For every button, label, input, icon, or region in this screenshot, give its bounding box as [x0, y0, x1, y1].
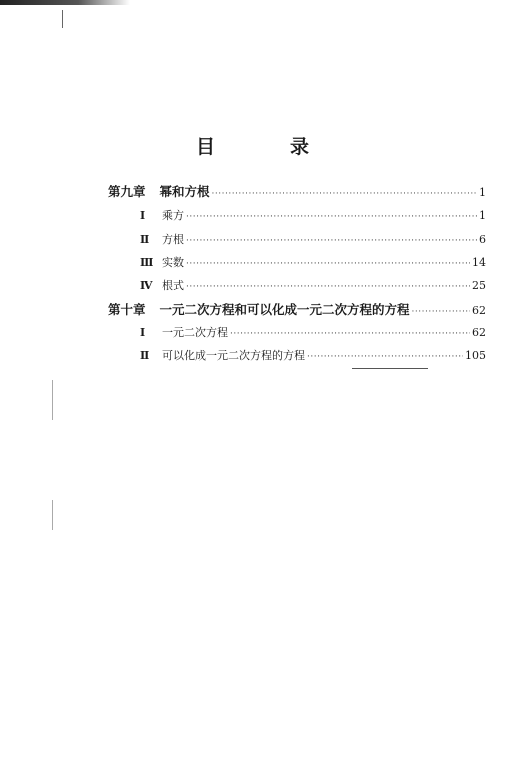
- dot-leader: [186, 212, 477, 222]
- section-title: 实数: [162, 256, 184, 269]
- toc-section[interactable]: [140, 207, 486, 223]
- page-number: 105: [465, 349, 486, 362]
- dot-leader: [186, 282, 470, 292]
- page-number: 1: [479, 209, 486, 222]
- dot-leader: [412, 307, 470, 317]
- section-number: Ⅱ: [140, 349, 150, 362]
- dot-leader: [186, 259, 470, 269]
- page-number: 14: [472, 256, 486, 269]
- chapter-number: 第九章: [108, 184, 146, 199]
- toc-section[interactable]: [140, 277, 486, 293]
- scan-speckle: [52, 380, 53, 420]
- page-number: 1: [479, 186, 486, 199]
- dot-leader: [307, 352, 463, 362]
- section-number: Ⅰ: [140, 209, 146, 222]
- section-title: 根式: [162, 279, 184, 292]
- section-number: Ⅲ: [140, 256, 154, 269]
- dot-leader: [186, 236, 477, 246]
- toc-section[interactable]: [140, 324, 486, 340]
- section-number: Ⅳ: [140, 279, 153, 292]
- toc-section[interactable]: [140, 231, 486, 247]
- chapter-title: 幂和方根: [159, 184, 210, 199]
- section-title: 乘方: [162, 209, 184, 222]
- section-title: 一元二次方程: [162, 326, 228, 339]
- end-rule: [352, 368, 428, 369]
- toc-title: 目 录: [195, 136, 337, 158]
- toc-chapter-9[interactable]: [108, 182, 486, 200]
- scan-mark: [62, 10, 63, 28]
- page-number: 62: [472, 326, 486, 339]
- chapter-title: 一元二次方程和可以化成一元二次方程的方程: [159, 302, 410, 317]
- page-number: 6: [479, 233, 486, 246]
- scan-speckle: [52, 500, 53, 530]
- chapter-number: 第十章: [108, 302, 146, 317]
- dot-leader: [212, 189, 477, 199]
- section-number: Ⅱ: [140, 233, 150, 246]
- page-number: 62: [472, 304, 486, 317]
- toc-chapter-10[interactable]: [108, 300, 486, 318]
- page-number: 25: [472, 279, 486, 292]
- dot-leader: [230, 329, 470, 339]
- section-title: 可以化成一元二次方程的方程: [162, 349, 305, 362]
- section-number: Ⅰ: [140, 326, 146, 339]
- section-title: 方根: [162, 233, 184, 246]
- toc-section[interactable]: [140, 254, 486, 270]
- toc-section[interactable]: [140, 347, 486, 363]
- scan-smudge: [0, 0, 130, 5]
